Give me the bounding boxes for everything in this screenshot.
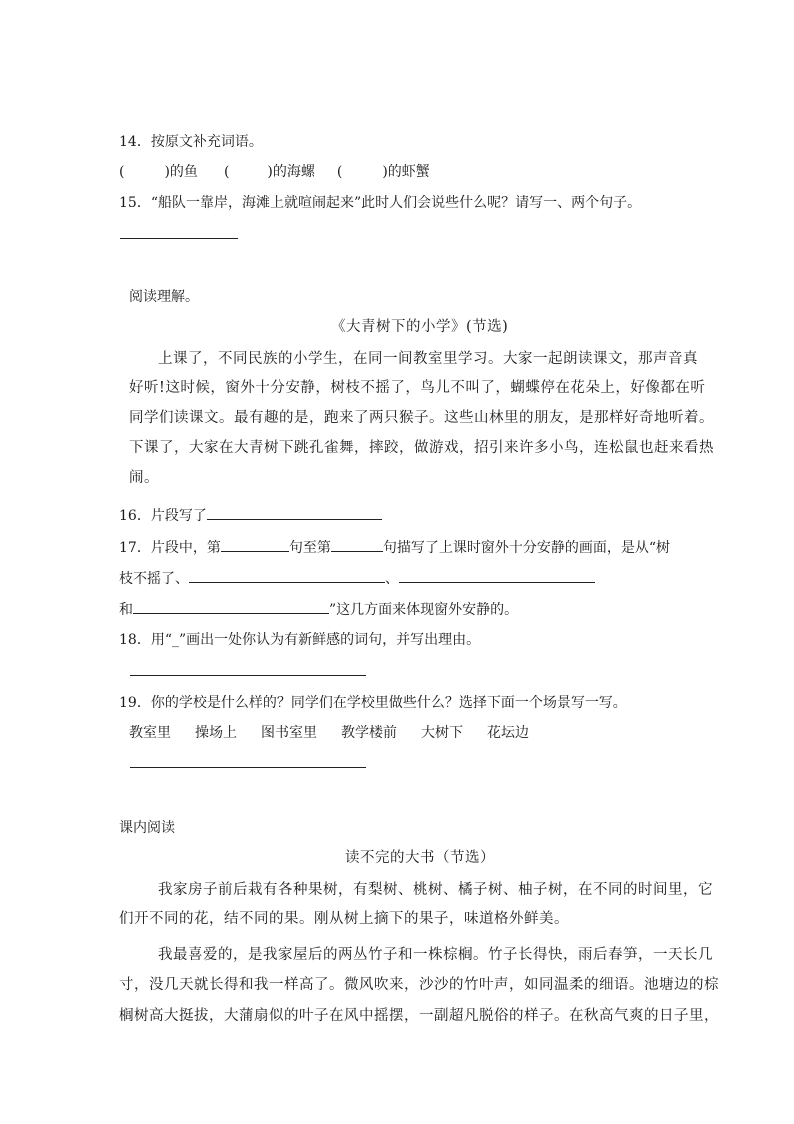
passage-title: 《大青树下的小学》(节选) — [331, 319, 509, 335]
passage-line: 我家房子前后栽有各种果树，有梨树、桃树、橘子树、柚子树，在不同的时间里，它 — [158, 882, 713, 898]
q16-answer-blank[interactable] — [207, 505, 382, 520]
passage-line: 好听!这时候，窗外十分安静，树枝不摇了，鸟儿不叫了，蝴蝶停在花朵上，好像都在听 — [129, 380, 706, 396]
q17-row-2 — [119, 568, 595, 589]
scene-option: 操场上 — [195, 725, 237, 741]
passage-line: 闹。 — [129, 470, 159, 486]
scene-option: 教学楼前 — [341, 725, 397, 741]
q17-text: 句至第 — [288, 540, 331, 556]
q19-stem: 19．你的学校是什么样的？同学们在学校里做些什么？选择下面一个场景写一写。 — [119, 695, 627, 711]
q17-blank-aspect-4[interactable] — [133, 599, 329, 614]
q17-text: 句描写了上课时窗外十分安静的画面，是从“树 — [382, 540, 670, 556]
passage-line: 榈树高大挺拔，大蒲扇似的叶子在风中摇摆，一副超凡脱俗的样子。在秋高气爽的日子里， — [119, 1008, 719, 1024]
q16-row — [119, 505, 382, 526]
passage-line: 下课了，大家在大青树下跳孔雀舞，摔跤，做游戏，招引来许多小鸟，连松鼠也赶来看热 — [129, 440, 714, 456]
q17-row-1 — [119, 537, 670, 558]
passage-line: 寸，没几天就长得和我一样高了。微风吹来，沙沙的竹叶声，如同温柔的细语。池塘边的棕 — [119, 977, 719, 993]
q16-stem: 16．片段写了 — [119, 508, 207, 524]
q17-text: ”这几方面来体现窗外安静的。 — [329, 602, 519, 618]
q17-blank-aspect-2[interactable] — [189, 568, 385, 583]
q14-fill-row — [119, 162, 430, 182]
passage-title: 读不完的大书（节选） — [345, 850, 495, 866]
fill-label-1: )的鱼 — [164, 164, 198, 180]
q17-text: 和 — [119, 602, 133, 618]
q18-answer-line[interactable] — [130, 675, 366, 676]
q19-options — [129, 723, 553, 743]
q15-stem: 15．“船队一靠岸，海滩上就喧闹起来”此时人们会说些什么呢？请写一、两个句子。 — [119, 195, 642, 211]
fill-label-3: )的虾蟹 — [382, 164, 430, 180]
q19-answer-line[interactable] — [130, 767, 366, 768]
q17-text: 枝不摇了、 — [119, 571, 189, 587]
q14-stem: 14．按原文补充词语。 — [119, 134, 263, 150]
fill-label-2: )的海螺 — [267, 164, 315, 180]
passage-line: 们开不同的花，结不同的果。刚从树上摘下的果子，味道格外鲜美。 — [119, 911, 569, 927]
q17-text: 、 — [385, 571, 399, 587]
fill-open-paren: ( — [119, 164, 125, 180]
passage-line: 同学们读课文。最有趣的是，跑来了两只猴子。这些山林里的朋友，是那样好奇地听着。 — [129, 410, 714, 426]
scene-option: 图书室里 — [261, 725, 317, 741]
q17-text: 17．片段中，第 — [119, 540, 221, 556]
q17-row-3 — [119, 599, 518, 620]
scene-option: 教室里 — [129, 725, 171, 741]
section-heading: 课内阅读 — [119, 820, 175, 836]
q17-blank-end[interactable] — [331, 537, 383, 552]
q15-answer-line[interactable] — [120, 238, 238, 239]
fill-open-paren: ( — [336, 164, 343, 180]
section-heading: 阅读理解。 — [129, 289, 199, 305]
scene-option: 花坛边 — [487, 725, 529, 741]
scene-option: 大树下 — [421, 725, 463, 741]
passage-line: 我最喜爱的，是我家屋后的两丛竹子和一株棕榈。竹子长得快，雨后春笋，一天长几 — [158, 947, 713, 963]
q17-blank-start[interactable] — [221, 537, 289, 552]
passage-line: 上课了，不同民族的小学生，在同一间教室里学习。大家一起朗读课文，那声音真 — [158, 351, 698, 367]
q18-stem: 18．用“_”画出一处你认为有新鲜感的词句，并写出理由。 — [119, 632, 481, 648]
q17-blank-aspect-3[interactable] — [399, 568, 595, 583]
fill-open-paren: ( — [223, 164, 230, 180]
